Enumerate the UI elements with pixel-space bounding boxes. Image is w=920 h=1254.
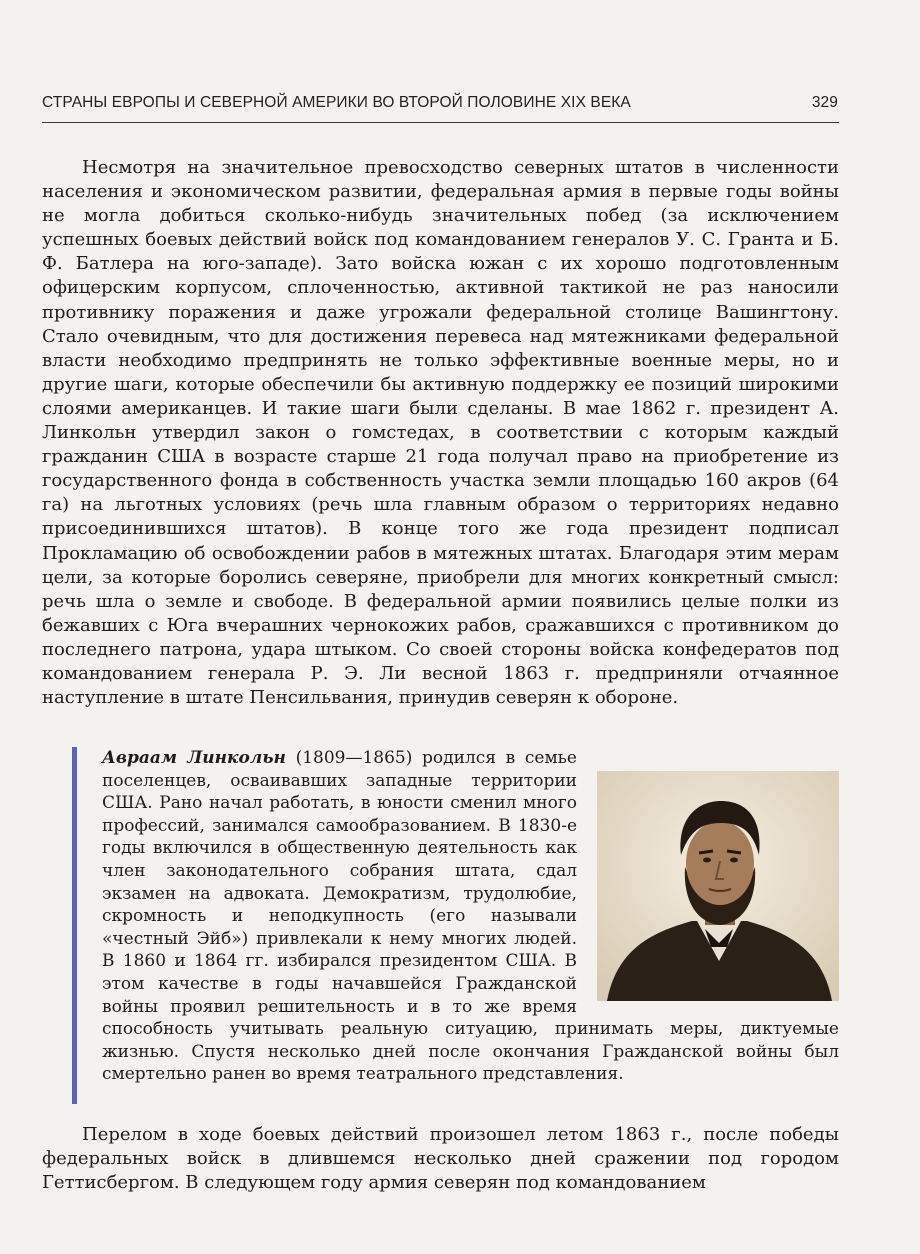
biography-body: (1809—1865) родился в семье поселенцев, осваивавших западные территории США. Рано начал работать, в юности сменил много профессий, занимался самообразованием. В 1830-е годы включился в общественную деятельность как член законодательного собрания штата, сдал экзамен на адвоката. Демократизм, трудолюбие, скромность и неподкупность (его называли «честный Эйб») привлекали к нему многих людей. В 1860 и 1864 гг. избирался президентом США. В этом качестве в годы начавшейся Гражданской войны проявил решительность и в то же время способность учитывать реальную ситуацию, принимать меры, диктуемые жизнью. Спустя несколько дней после окончания Гражданской войны был смертельно ранен во время театрального представления. xyxy=(102,748,839,1085)
portrait-float-spacer xyxy=(577,747,839,999)
biography-text xyxy=(102,747,839,1086)
biography-accent-bar xyxy=(72,747,77,1104)
paragraph-main: Несмотря на значительное превосходство северных штатов в численности населения и экономическом развитии, федеральная армия в первые годы войны не могла добиться сколько-нибудь значительных побед (за исключением успешных боевых действий войск под командованием генералов У. С. Гранта и Б. Ф. Батлера на юго-западе). Зато войска южан с их хорошо подготовленным офицерским корпусом, сплоченностью, активной тактикой не раз наносили противнику поражения и даже угрожали федеральной столице Вашингтону. Стало очевидным, что для достижения перевеса над мятежниками федеральной власти необходимо предпринять не только эффективные военные меры, но и другие шаги, которые обеспечили бы активную поддержку ее позиций широкими слоями американцев. И такие шаги были сделаны. В мае 1862 г. президент А. Линкольн утвердил закон о гомстедах, в соответствии с которым каждый гражданин США в возрасте старше 21 года получал право на приобретение из государственного фонда в собственность участка земли площадью 160 акров (64 га) на льготных условиях (речь шла главным образом о территориях недавно присоединившихся штатов). В конце того же года президент подписал Прокламацию об освобождении рабов в мятежных штатах. Благодаря этим мерам цели, за которые боролись северяне, приобрели для многих конкретный смысл: речь шла о земле и свободе. В федеральной армии появились целые полки из бежавших с Юга вчерашних чернокожих рабов, сражавшихся с противником до последнего патрона, удара штыком. Со своей стороны войска конфедератов под командованием генерала Р. Э. Ли весной 1863 г. предприняли отчаянное наступление в штате Пенсильвания, принудив северян к обороне. xyxy=(42,157,839,709)
biography-box xyxy=(72,747,839,1104)
paragraph-second: Перелом в ходе боевых действий произошел летом 1863 г., после победы федеральных войск в длившемся несколько дней сражении под городом Геттисбергом. В следующем году армия северян под командованием xyxy=(42,1124,839,1194)
page-number: 329 xyxy=(811,94,838,111)
running-head-title: СТРАНЫ ЕВРОПЫ И СЕВЕРНОЙ АМЕРИКИ ВО ВТОРОЙ ПОЛОВИНЕ XIX ВЕКА xyxy=(42,94,631,111)
header-rule xyxy=(42,122,839,123)
running-head xyxy=(42,94,838,112)
biography-name: Авраам Линкольн xyxy=(102,748,286,768)
